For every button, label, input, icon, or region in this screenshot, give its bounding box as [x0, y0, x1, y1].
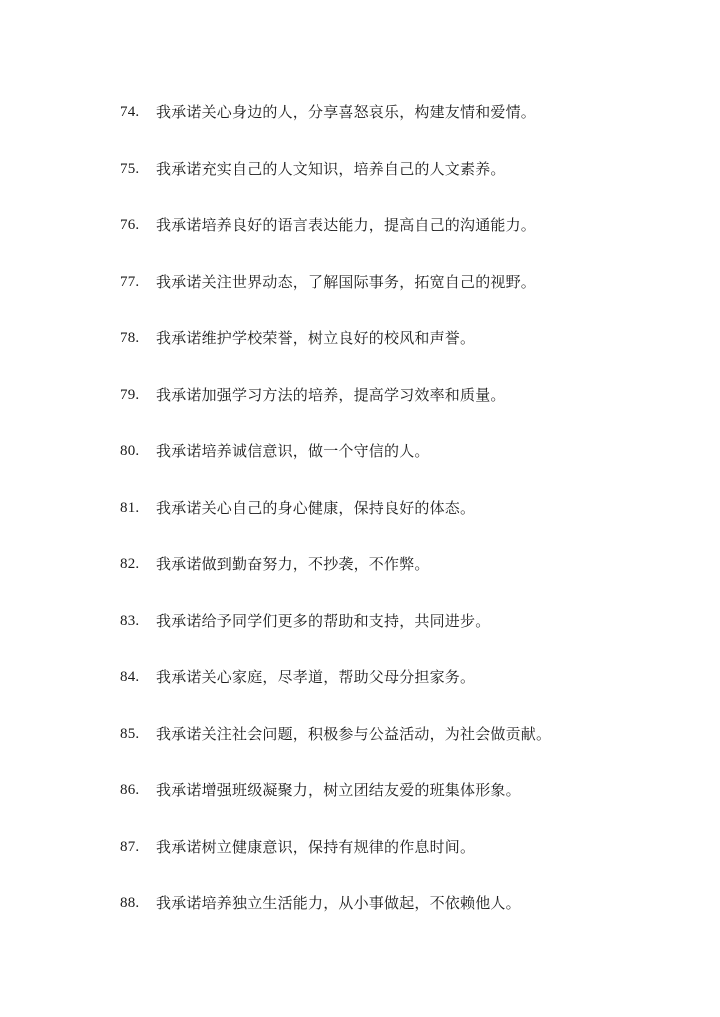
list-item: [120, 423, 680, 480]
list-item: [120, 593, 680, 650]
list-item: [120, 480, 680, 537]
item-number: 84.: [120, 669, 140, 686]
item-text: 我承诺充实自己的人文知识，培养自己的人文素养。: [156, 159, 506, 178]
list-item: [120, 536, 680, 593]
item-number: 76.: [120, 217, 140, 234]
list-item: [120, 310, 680, 367]
list-item: [120, 875, 680, 932]
item-number: 81.: [120, 499, 140, 516]
list-item: [120, 254, 680, 311]
item-text: 我承诺给予同学们更多的帮助和支持，共同进步。: [156, 611, 491, 630]
item-text: 我承诺增强班级凝聚力，树立团结友爱的班集体形象。: [156, 781, 521, 800]
list-item: [120, 762, 680, 819]
item-number: 80.: [120, 443, 140, 460]
list-item: [120, 706, 680, 763]
list-item: [120, 197, 680, 254]
item-number: 79.: [120, 386, 140, 403]
item-text: 我承诺培养良好的语言表达能力，提高自己的沟通能力。: [156, 216, 537, 235]
item-number: 77.: [120, 273, 140, 290]
list-item: [120, 649, 680, 706]
item-number: 74.: [120, 104, 140, 121]
item-number: 88.: [120, 895, 140, 912]
item-number: 86.: [120, 782, 140, 799]
item-number: 83.: [120, 612, 140, 629]
item-text: 我承诺树立健康意识，保持有规律的作息时间。: [156, 837, 476, 856]
item-text: 我承诺关心家庭，尽孝道，帮助父母分担家务。: [156, 668, 476, 687]
item-text: 我承诺关注世界动态，了解国际事务，拓宽自己的视野。: [156, 272, 537, 291]
list-item: [120, 367, 680, 424]
list-item: [120, 141, 680, 198]
item-text: 我承诺关心自己的身心健康，保持良好的体态。: [156, 498, 476, 517]
item-text: 我承诺关注社会问题，积极参与公益活动，为社会做贡献。: [156, 724, 552, 743]
item-text: 我承诺关心身边的人，分享喜怒哀乐，构建友情和爱情。: [156, 103, 537, 122]
item-number: 85.: [120, 725, 140, 742]
item-number: 75.: [120, 160, 140, 177]
item-number: 87.: [120, 838, 140, 855]
item-text: 我承诺加强学习方法的培养，提高学习效率和质量。: [156, 385, 506, 404]
item-text: 我承诺维护学校荣誉，树立良好的校风和声誉。: [156, 329, 476, 348]
item-text: 我承诺做到勤奋努力，不抄袭，不作弊。: [156, 555, 430, 574]
list-item: [120, 819, 680, 876]
item-text: 我承诺培养独立生活能力，从小事做起，不依赖他人。: [156, 894, 521, 913]
item-number: 78.: [120, 330, 140, 347]
pledge-list: [120, 84, 680, 932]
list-item: [120, 84, 680, 141]
item-number: 82.: [120, 556, 140, 573]
item-text: 我承诺培养诚信意识，做一个守信的人。: [156, 442, 430, 461]
